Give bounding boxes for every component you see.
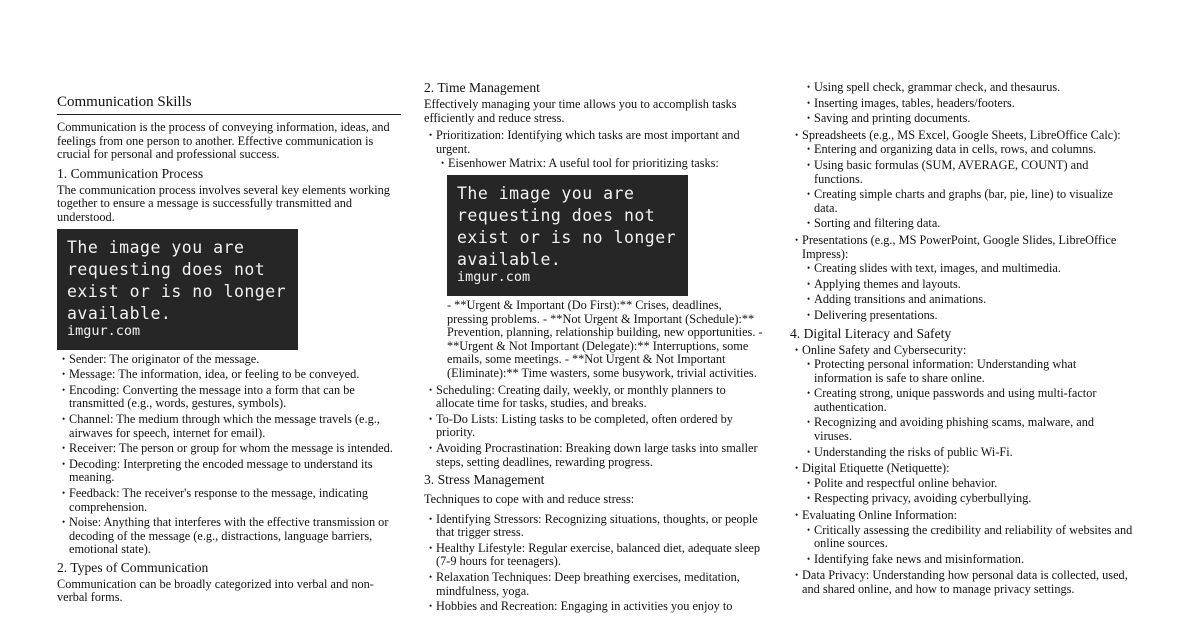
list-item: • Noise: Anything that interferes with the effective transmission or decoding of the message (e.g., distractions, language barriers, emotional state). xyxy=(57,516,401,557)
list-item-text: Digital Etiquette (Netiquette): xyxy=(802,461,950,476)
list-item: • Saving and printing documents. xyxy=(802,112,1134,126)
list-item: • Data Privacy: Understanding how personal data is collected, used, and shared online, and how to manage privacy settings. xyxy=(790,569,1134,596)
list-item: • Critically assessing the credibility and reliability of websites and online sources. xyxy=(802,524,1134,551)
list-item: • Understanding the risks of public Wi-Fi. xyxy=(802,446,1134,460)
list-item: • Eisenhower Matrix: A useful tool for prioritizing tasks: xyxy=(436,157,764,171)
list-item: • Feedback: The receiver's response to the message, indicating comprehension. xyxy=(57,487,401,514)
sub-list xyxy=(802,143,1134,231)
list-item: • Avoiding Procrastination: Breaking down large tasks into smaller steps, setting deadlines, rewarding progress. xyxy=(424,442,764,469)
image-unavailable-message: The image you are requesting does not exist or is no longer available. xyxy=(457,183,677,269)
list-item-text: Spreadsheets (e.g., MS Excel, Google Sheets, LibreOffice Calc): xyxy=(802,127,1121,142)
list-item-text: Presentations (e.g., MS PowerPoint, Google Slides, LibreOffice Impress): xyxy=(802,232,1117,261)
list-item-text: Prioritization: Identifying which tasks are most important and urgent. xyxy=(436,128,740,156)
sub-list xyxy=(802,358,1134,459)
list-item xyxy=(424,129,764,171)
sub-list xyxy=(802,524,1134,567)
time-management-list xyxy=(424,129,764,171)
list-item: • Creating strong, unique passwords and using multi-factor authentication. xyxy=(802,387,1134,414)
list-item: • Entering and organizing data in cells, rows, and columns. xyxy=(802,143,1134,157)
digital-literacy-list xyxy=(790,344,1134,597)
list-item: • Identifying Stressors: Recognizing situations, thoughts, or people that trigger stress. xyxy=(424,513,764,540)
list-item xyxy=(790,344,1134,460)
list-item: • Channel: The medium through which the message travels (e.g., airwaves for speech, internet for email). xyxy=(57,413,401,440)
image-domain-label: imgur.com xyxy=(67,322,141,339)
sub-list xyxy=(802,477,1134,506)
list-item: • Delivering presentations. xyxy=(802,309,1134,323)
list-item: • Sorting and filtering data. xyxy=(802,217,1134,231)
list-item: • Using basic formulas (SUM, AVERAGE, COUNT) and functions. xyxy=(802,159,1134,186)
sub-list xyxy=(436,157,764,171)
list-item: • Hobbies and Recreation: Engaging in activities you enjoy to xyxy=(424,600,764,614)
column-1 xyxy=(57,93,401,609)
list-item: • Healthy Lifestyle: Regular exercise, balanced diet, adequate sleep (7-9 hours for teenagers). xyxy=(424,542,764,569)
list-item: • Inserting images, tables, headers/footers. xyxy=(802,97,1134,111)
list-item: • Receiver: The person or group for whom the message is intended. xyxy=(57,442,401,456)
sub-list xyxy=(802,262,1134,322)
list-item: • Creating slides with text, images, and multimedia. xyxy=(802,262,1134,276)
section-heading: 4. Digital Literacy and Safety xyxy=(790,325,952,341)
list-item-text: Evaluating Online Information: xyxy=(802,508,958,523)
list-item: • Encoding: Converting the message into a form that can be transmitted (e.g., words, gestures, symbols). xyxy=(57,384,401,411)
section-heading: 1. Communication Process xyxy=(57,165,204,181)
list-item: • Relaxation Techniques: Deep breathing exercises, meditation, mindfulness, yoga. xyxy=(424,571,764,598)
section-paragraph: Techniques to cope with and reduce stress: xyxy=(424,492,635,507)
list-item: • To-Do Lists: Listing tasks to be completed, often ordered by priority. xyxy=(424,413,764,440)
list-item xyxy=(790,234,1134,323)
stress-management-list xyxy=(424,513,764,614)
list-item: • Using spell check, grammar check, and thesaurus. xyxy=(802,81,1134,95)
section-paragraph: The communication process involves several key elements working together to ensure a message is successfully transmitted and understood. xyxy=(57,182,390,224)
unavailable-image xyxy=(57,229,298,350)
list-item: • Applying themes and layouts. xyxy=(802,278,1134,292)
list-item: • Respecting privacy, avoiding cyberbullying. xyxy=(802,492,1134,506)
list-item: • Identifying fake news and misinformation. xyxy=(802,553,1134,567)
image-domain-label: imgur.com xyxy=(457,269,531,286)
list-item: • Creating simple charts and graphs (bar, pie, line) to visualize data. xyxy=(802,188,1134,215)
list-item xyxy=(790,129,1134,231)
list-item-text: Online Safety and Cybersecurity: xyxy=(802,342,967,357)
column-3 xyxy=(790,80,1134,600)
section-heading: 2. Types of Communication xyxy=(57,559,209,575)
column-2 xyxy=(424,78,764,617)
communication-elements-list xyxy=(57,353,401,557)
section-paragraph: Effectively managing your time allows you to accomplish tasks efficiently and reduce stress. xyxy=(424,97,737,125)
time-management-list xyxy=(424,384,764,470)
section-heading: 3. Stress Management xyxy=(424,472,545,488)
list-item: • Decoding: Interpreting the encoded message to understand its meaning. xyxy=(57,458,401,485)
list-item: • Sender: The originator of the message. xyxy=(57,353,401,367)
list-item xyxy=(790,462,1134,506)
section-paragraph: Communication can be broadly categorized into verbal and non-verbal forms. xyxy=(57,576,374,605)
image-unavailable-message: The image you are requesting does not exist or is no longer available. xyxy=(67,237,287,323)
section-heading: 2. Time Management xyxy=(424,80,540,95)
list-item: • Protecting personal information: Understanding what information is safe to share online. xyxy=(802,358,1134,385)
list-item xyxy=(790,509,1134,566)
page-title: Communication Skills xyxy=(57,93,401,115)
eisenhower-matrix-note: - **Urgent & Important (Do First):** Crises, deadlines, pressing problems. - **Not Urgent & Important (Schedule):** Prevention, planning, relationship building, new opportunities. - **Urgent & Not Important (Delegate):** Interruptions, some emails, some meetings. - **Not Urgent & Not Important (Eliminate):** Time wasters, some busywork, trivial activities. xyxy=(447,297,763,380)
list-item: • Recognizing and avoiding phishing scams, malware, and viruses. xyxy=(802,416,1134,443)
list-item: • Message: The information, idea, or feeling to be conveyed. xyxy=(57,368,401,382)
intro-paragraph: Communication is the process of conveying information, ideas, and feelings from one person to another. Effective communication is crucial for personal and professional success. xyxy=(57,120,390,162)
list-item: • Scheduling: Creating daily, weekly, or monthly planners to allocate time for tasks, studies, and breaks. xyxy=(424,384,764,411)
office-tools-list xyxy=(790,129,1134,323)
word-processing-sub-list xyxy=(802,81,1134,126)
unavailable-image xyxy=(447,175,688,296)
list-item: • Adding transitions and animations. xyxy=(802,293,1134,307)
list-item: • Polite and respectful online behavior. xyxy=(802,477,1134,491)
